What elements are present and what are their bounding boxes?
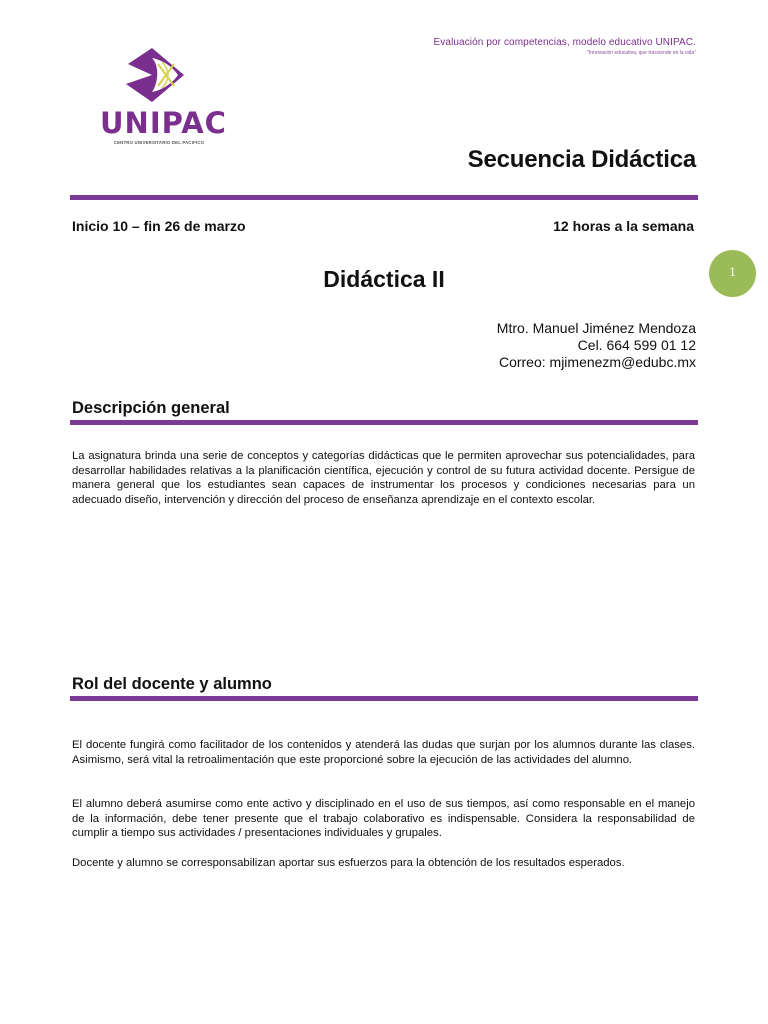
general-description: La asignatura brinda una serie de conceptos y categorías didácticas que le permiten aprovechar sus potencialidades, para desarrollar habilidades relativas a la planificación científica, ejecución y control de su futura actividad docente. Persigue de manera general que los estudiantes sean capaces de instrumentar los procesos y condiciones necesarias para un adecuado diseño, intervención y dirección del proceso de enseñanza aprendizaje en el contexto escolar. — [72, 450, 695, 506]
course-title: Didáctica II — [323, 266, 445, 292]
roles-paragraph-teacher: El docente fungirá como facilitador de los contenidos y atenderá las dudas que surjan por los alumnos durante las clases. Asimismo, será vital la retroalimentación que este proporcioné sobre la ejecución de las actividades del alumno. — [72, 739, 695, 766]
divider-general — [70, 420, 698, 425]
logo-wordmark: UNIPAC — [100, 106, 227, 140]
course-hours: 12 horas a la semana — [553, 218, 694, 234]
document-title: Secuencia Didáctica — [467, 146, 696, 173]
tagline-subtext: "Innovación educativa, que trasciende en la vida" — [587, 50, 696, 56]
section-heading-roles: Rol del docente y alumno — [72, 675, 272, 693]
contact-block — [497, 320, 696, 371]
teacher-name: Mtro. Manuel Jiménez Mendoza — [496, 320, 696, 336]
teacher-email: Correo: mjimenezm@edubc.mx — [498, 354, 696, 370]
unipac-emblem-icon — [122, 44, 188, 106]
teacher-phone: Cel. 664 599 01 12 — [577, 337, 696, 353]
page-number-badge: 1 — [709, 250, 756, 297]
divider-top — [70, 195, 698, 200]
unipac-logo — [100, 44, 227, 152]
tagline-text: Evaluación por competencias, modelo educativo UNIPAC. — [433, 37, 696, 48]
section-heading-general: Descripción general — [72, 399, 230, 417]
divider-roles — [70, 696, 698, 701]
header-tagline — [434, 37, 696, 56]
roles-paragraph-shared: Docente y alumno se corresponsabilizan aportar sus esfuerzos para la obtención de los resultados esperados. — [72, 857, 625, 869]
logo-subtext: CENTRO UNIVERSITARIO DEL PACIFICO — [113, 140, 205, 145]
roles-paragraph-student: El alumno deberá asumirse como ente activo y disciplinado en el uso de sus tiempos, así como responsable en el manejo de la información, debe tener presente que el trabajo colaborativo es indispensable. Considera la responsabilidad de cumplir a tiempo sus actividades / presentaciones individuales y grupales. — [72, 798, 695, 840]
course-dates: Inicio 10 – fin 26 de marzo — [72, 218, 246, 234]
